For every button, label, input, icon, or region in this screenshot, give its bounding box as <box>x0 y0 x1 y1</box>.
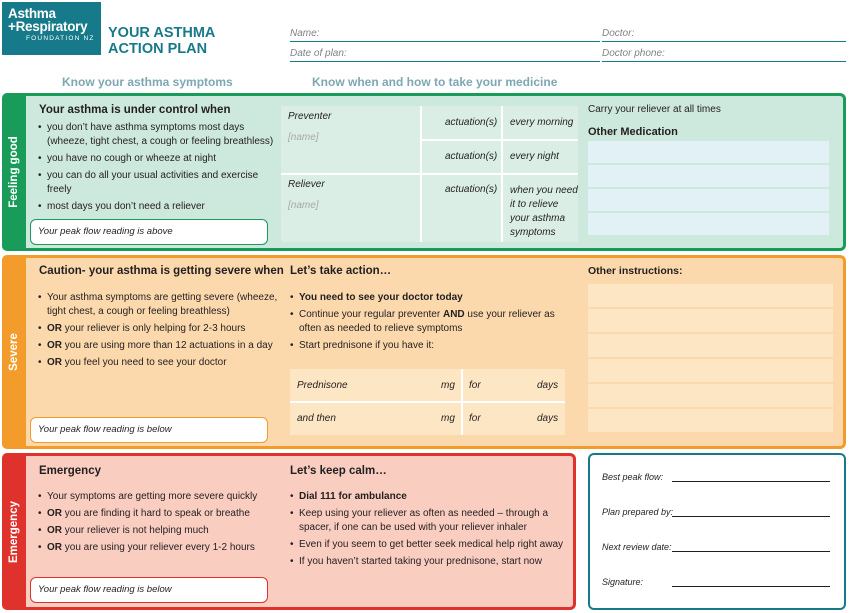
peak-flow-above-field[interactable] <box>30 219 268 245</box>
plan-signoff-box <box>588 453 846 610</box>
preventer-morning-actuations: actuation(s) <box>445 117 498 128</box>
list-item: • you can do all your usual activities and exercise freely <box>38 169 278 197</box>
plan-title-line-2: ACTION PLAN <box>108 41 208 57</box>
prednisone-days: days <box>537 380 559 391</box>
date-of-plan-field[interactable] <box>290 48 600 62</box>
reliever-label: Reliever <box>288 179 325 190</box>
every-morning-label: every morning <box>510 117 574 128</box>
and-then-days: days <box>537 413 559 424</box>
instruction-line[interactable] <box>588 284 833 307</box>
feeling-good-band <box>2 93 26 251</box>
next-review-date-line[interactable] <box>672 551 830 552</box>
peak-flow-label: Your peak flow reading is below <box>38 584 172 595</box>
name-field[interactable] <box>290 28 600 42</box>
list-item: • You need to see your doctor today <box>290 291 560 305</box>
list-item: • If you haven’t started taking your prednisone, start now <box>290 555 570 569</box>
signature-line[interactable] <box>672 586 830 587</box>
doctor-field[interactable] <box>602 28 846 42</box>
medication-line[interactable] <box>588 165 829 187</box>
list-item: • Continue your regular preventer AND use your reliever as often as needed to relieve symptoms <box>290 308 560 336</box>
name-label: Name: <box>290 28 320 39</box>
and-then-mg: mg <box>441 413 455 424</box>
carry-reliever-note: Carry your reliever at all times <box>588 104 721 115</box>
logo-line-3: FOUNDATION NZ <box>26 35 95 42</box>
preventer-label: Preventer <box>288 111 332 122</box>
list-item: • Start prednisone if you have it: <box>290 339 560 353</box>
other-medication-lines[interactable] <box>588 141 829 237</box>
list-item: • OR your reliever is only helping for 2-3 hours <box>38 322 278 336</box>
medicine-subheading: Know when and how to take your medicine <box>312 75 558 89</box>
preventer-name-placeholder: [name] <box>288 132 319 143</box>
every-night-label: every night <box>510 151 559 162</box>
preventer-night-actuations: actuation(s) <box>445 151 498 162</box>
severe-band <box>2 255 26 449</box>
feeling-good-list <box>38 121 278 217</box>
list-item: • OR you feel you need to see your doctor <box>38 356 278 370</box>
peak-flow-below-field-emergency[interactable] <box>30 577 268 603</box>
plan-prepared-by-label: Plan prepared by: <box>602 507 674 517</box>
medication-line[interactable] <box>588 141 829 163</box>
list-item: • you have no cough or wheeze at night <box>38 152 278 166</box>
severe-label: Severe <box>8 333 20 371</box>
peak-flow-label: Your peak flow reading is above <box>38 226 173 237</box>
prednisone-label: Prednisone <box>297 380 348 391</box>
peak-flow-below-field-severe[interactable] <box>30 417 268 443</box>
doctor-phone-field[interactable] <box>602 48 846 62</box>
doctor-phone-label: Doctor phone: <box>602 48 665 59</box>
emergency-label: Emergency <box>8 500 20 563</box>
plan-prepared-by-line[interactable] <box>672 516 830 517</box>
plan-title-line-1: YOUR ASTHMA <box>108 25 216 41</box>
instruction-line[interactable] <box>588 309 833 332</box>
severe-heading: Caution- your asthma is getting severe when <box>39 265 284 277</box>
medication-line[interactable] <box>588 213 829 235</box>
list-item: • Dial 111 for ambulance <box>290 490 570 504</box>
and-then-for: for <box>469 413 481 424</box>
prednisone-mg: mg <box>441 380 455 391</box>
medication-line[interactable] <box>588 189 829 211</box>
list-item: • Even if you seem to get better seek medical help right away <box>290 538 570 552</box>
foundation-logo <box>2 2 101 55</box>
when-needed-label: when you need it to relieve your asthma symptoms <box>510 185 578 238</box>
date-label: Date of plan: <box>290 48 347 59</box>
instruction-line[interactable] <box>588 409 833 432</box>
instruction-line[interactable] <box>588 334 833 357</box>
best-peak-flow-line[interactable] <box>672 481 830 482</box>
and-then-label: and then <box>297 413 336 424</box>
best-peak-flow-label: Best peak flow: <box>602 472 664 482</box>
keep-calm-list <box>290 490 570 572</box>
doctor-label: Doctor: <box>602 28 635 39</box>
instruction-line[interactable] <box>588 384 833 407</box>
emergency-band <box>2 453 26 610</box>
reliever-actuations: actuation(s) <box>445 184 498 195</box>
take-action-heading: Let’s take action… <box>290 265 392 277</box>
peak-flow-label: Your peak flow reading is below <box>38 424 172 435</box>
take-action-list <box>290 291 560 356</box>
keep-calm-heading: Let’s keep calm… <box>290 465 387 477</box>
list-item: • Your asthma symptoms are getting severe (wheeze, tight chest, a cough or feeling breathless) <box>38 291 278 319</box>
list-item: • you don’t have asthma symptoms most days (wheeze, tight chest, a cough or feeling breathless) <box>38 121 278 149</box>
signature-label: Signature: <box>602 577 644 587</box>
other-instructions-lines[interactable] <box>588 284 833 432</box>
other-medication-heading: Other Medication <box>588 126 678 138</box>
list-item: • Keep using your reliever as often as needed – through a spacer, if one can be used with your reliever inhaler <box>290 507 570 535</box>
feeling-good-heading: Your asthma is under control when <box>39 104 231 116</box>
reliever-name-placeholder: [name] <box>288 200 319 211</box>
emergency-heading: Emergency <box>39 465 102 477</box>
instruction-line[interactable] <box>588 359 833 382</box>
list-item: • OR your reliever is not helping much <box>38 524 278 538</box>
prednisone-table <box>290 369 565 435</box>
other-instructions-heading: Other instructions: <box>588 265 683 277</box>
severe-list <box>38 291 278 373</box>
list-item: • OR you are using more than 12 actuations in a day <box>38 339 278 353</box>
plan-title <box>108 25 215 57</box>
list-item: • most days you don’t need a reliever <box>38 200 278 214</box>
emergency-list <box>38 490 278 558</box>
logo-line-1: Asthma <box>8 6 56 21</box>
list-item: • OR you are using your reliever every 1-2 hours <box>38 541 278 555</box>
list-item: • Your symptoms are getting more severe quickly <box>38 490 278 504</box>
feeling-good-label: Feeling good <box>8 136 20 208</box>
list-item: • OR you are finding it hard to speak or breathe <box>38 507 278 521</box>
prednisone-for: for <box>469 380 481 391</box>
logo-line-2: +Respiratory <box>8 19 88 34</box>
next-review-date-label: Next review date: <box>602 542 672 552</box>
symptoms-subheading: Know your asthma symptoms <box>62 75 233 89</box>
